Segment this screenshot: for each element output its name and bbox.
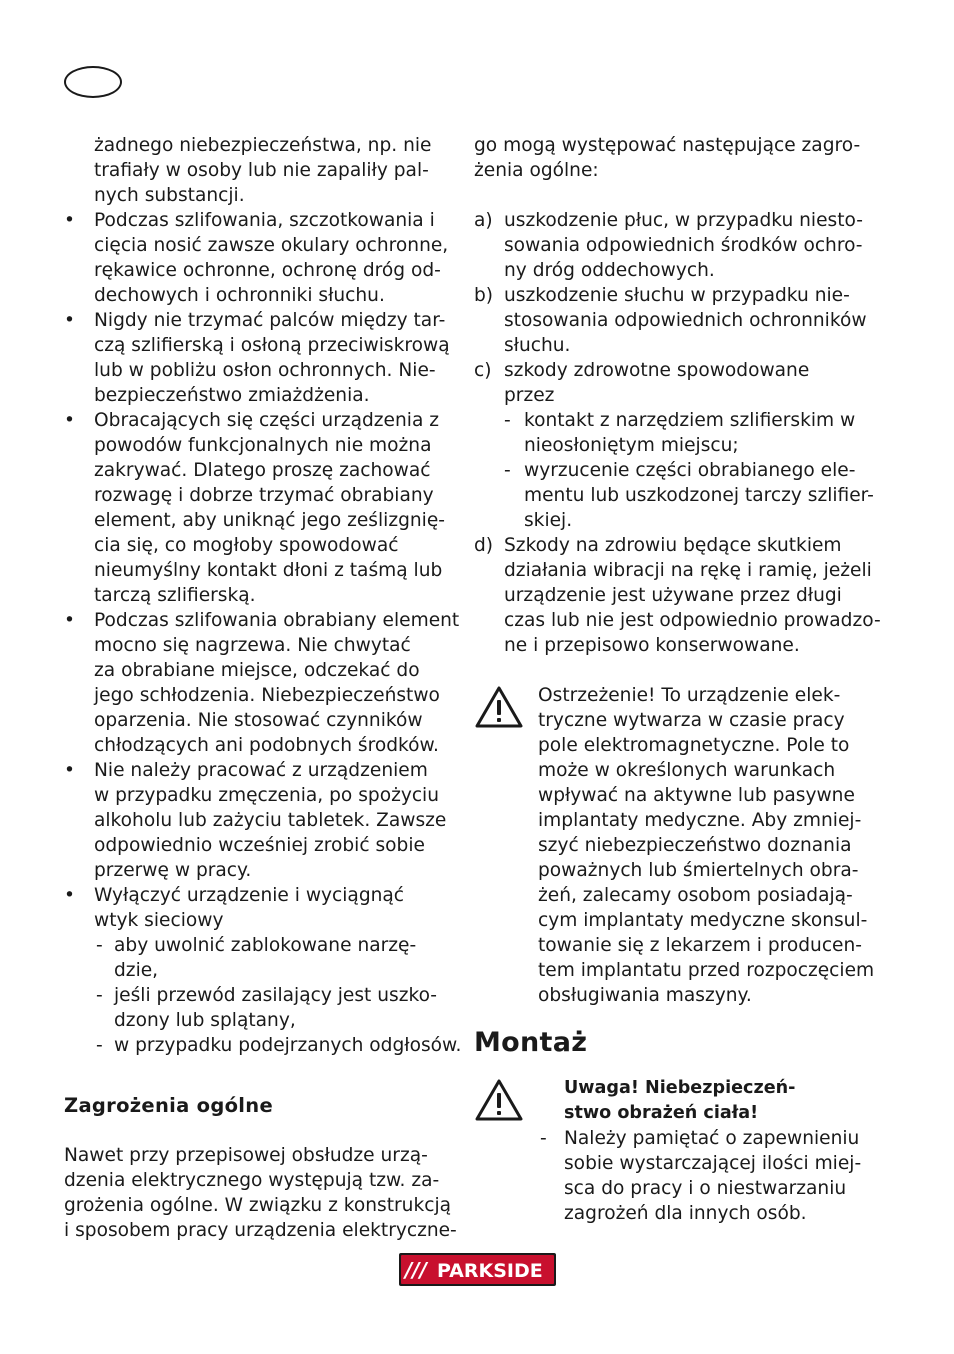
text-line: jego schłodzenia. Niebezpieczeństwo xyxy=(94,685,440,706)
bullet-marker: • xyxy=(64,310,75,331)
text-line: uszkodzenie płuc, w przypadku niesto- xyxy=(504,210,863,231)
spacer xyxy=(474,183,864,208)
text-line: Nie należy pracować z urządzeniem xyxy=(94,760,428,781)
dash-marker: - xyxy=(96,1035,103,1056)
text-line: obsługiwania maszyny. xyxy=(538,985,752,1006)
spacer xyxy=(64,1118,454,1143)
logo-text: PARKSIDE xyxy=(437,1260,543,1282)
continued-text xyxy=(64,133,454,208)
text-line: wtyk sieciowy xyxy=(94,910,224,931)
sub-item xyxy=(64,983,454,1033)
item-marker: a) xyxy=(474,210,493,231)
text-line: poważnych lub śmiertelnych obra- xyxy=(538,860,859,881)
text-line: Podczas szlifowania obrabiany element xyxy=(94,610,460,631)
text-line: ny dróg oddechowych. xyxy=(504,260,715,281)
section-heading-assembly: Montaż xyxy=(474,1027,588,1058)
dash-marker: - xyxy=(96,935,103,956)
text-line: towanie się z lekarzem i producen- xyxy=(538,935,862,956)
text-line: Ostrzeżenie! To urządzenie elek- xyxy=(538,685,841,706)
bullet-item xyxy=(64,208,454,308)
emf-warning xyxy=(474,683,875,1008)
text-line: jeśli przewód zasilający jest uszko- xyxy=(114,985,438,1006)
text-line: mocno się nagrzewa. Nie chwytać xyxy=(94,635,411,656)
text-line: czas lub nie jest odpowiednio prowadzo- xyxy=(504,610,881,631)
text-line: szkody zdrowotne spowodowane xyxy=(504,360,810,381)
text-line: nieosłoniętym miejscu; xyxy=(524,435,739,456)
caution-title: stwo obrażeń ciała! xyxy=(564,1103,759,1123)
item-marker: d) xyxy=(474,535,494,556)
text-line: mentu lub uszkodzonej tarczy szlifier- xyxy=(524,485,874,506)
language-badge xyxy=(64,66,122,98)
bullet-item xyxy=(64,608,460,758)
text-line: cym implantaty medyczne skonsul- xyxy=(538,910,868,931)
dash-marker: - xyxy=(504,460,511,481)
text-line: może w określonych warunkach xyxy=(538,760,836,781)
text-line: uszkodzenie słuchu w przypadku nie- xyxy=(504,285,850,306)
logo-slashes: /// xyxy=(405,1258,427,1282)
text-line: czą szlifierską i osłoną przeciwiskrową xyxy=(94,335,450,356)
text-line: przerwę w pracy. xyxy=(94,860,252,881)
continued-text xyxy=(474,133,864,183)
item-marker: c) xyxy=(474,360,492,381)
text-line: dzenia elektrycznego występują tzw. za- xyxy=(64,1170,440,1191)
text-line: tarczą szlifierską. xyxy=(94,585,256,606)
text-line: kontakt z narzędziem szlifierskim w xyxy=(524,410,856,431)
bullet-item xyxy=(64,308,454,408)
text-line: grożenia ogólne. W związku z konstrukcją xyxy=(64,1195,451,1216)
warning-triangle-icon xyxy=(474,685,524,729)
bullet-item xyxy=(64,883,454,933)
text-line: odpowiednio wcześniej zrobić sobie xyxy=(94,835,425,856)
text-line: pole elektromagnetyczne. Pole to xyxy=(538,735,850,756)
text-line: Podczas szlifowania, szczotkowania i xyxy=(94,210,435,231)
bullet-item xyxy=(64,408,454,608)
caution-block xyxy=(474,1076,864,1226)
text-line: lub w pobliżu osłon ochronnych. Nie- xyxy=(94,360,436,381)
sub-item xyxy=(64,1033,462,1058)
text-line: chłodzących ani podobnych środków. xyxy=(94,735,439,756)
sub-item xyxy=(474,408,864,458)
text-line: Należy pamiętać o zapewnieniu xyxy=(564,1128,860,1149)
hazard-item-d xyxy=(474,533,881,658)
bullet-marker: • xyxy=(64,760,75,781)
text-line: w przypadku zmęczenia, po spożyciu xyxy=(94,785,440,806)
text-line: i sposobem pracy urządzenia elektryczne- xyxy=(64,1220,457,1241)
bullet-marker: • xyxy=(64,410,75,431)
parkside-logo-graphic xyxy=(399,1253,556,1286)
item-marker: b) xyxy=(474,285,494,306)
text-line: żeń, zalecamy osobom posiadają- xyxy=(538,885,853,906)
sub-item xyxy=(64,933,454,983)
parkside-logo xyxy=(399,1253,556,1286)
hazard-item-c xyxy=(474,358,864,408)
text-line: sowania odpowiednich środków ochro- xyxy=(504,235,863,256)
section-heading-general-hazards: Zagrożenia ogólne xyxy=(64,1094,274,1117)
text-line: cięcia nosić zawsze okulary ochronne, xyxy=(94,235,449,256)
text-line: element, aby uniknąć jego ześlizgnię- xyxy=(94,510,445,531)
text-line: sca do pracy i o niestwarzaniu xyxy=(564,1178,847,1199)
text-line: bezpieczeństwo zmiażdżenia. xyxy=(94,385,370,406)
text-line: za obrabiane miejsce, odczekać do xyxy=(94,660,420,681)
text-line: nych substancji. xyxy=(94,185,245,206)
bullet-marker: • xyxy=(64,885,75,906)
text-line: rękawice ochronne, ochronę dróg od- xyxy=(94,260,441,281)
text-line: tem implantatu przed rozpoczęciem xyxy=(538,960,875,981)
text-line: dzony lub splątany, xyxy=(114,1010,296,1031)
general-hazards-paragraph xyxy=(64,1143,457,1243)
text-line: dzie, xyxy=(114,960,159,981)
text-line: Nawet przy przepisowej obsłudze urzą- xyxy=(64,1145,428,1166)
text-line: w przypadku podejrzanych odgłosów. xyxy=(114,1035,462,1056)
text-line: wyrzucenie części obrabianego ele- xyxy=(524,460,856,481)
text-line: Obracających się części urządzenia z xyxy=(94,410,440,431)
text-line: zagrożeń dla innych osób. xyxy=(564,1203,807,1224)
bullet-item xyxy=(64,758,454,883)
dash-marker: - xyxy=(540,1128,547,1149)
text-line: implantaty medyczne. Aby zmniej- xyxy=(538,810,862,831)
sub-item xyxy=(474,458,874,533)
hazard-item-b xyxy=(474,283,867,358)
text-line: urządzenie jest używane przez długi xyxy=(504,585,842,606)
caution-item xyxy=(538,1126,864,1226)
text-line: Wyłączyć urządzenie i wyciągnąć xyxy=(94,885,405,906)
text-line: skiej. xyxy=(524,510,573,531)
text-line: rozwagę i dobrze trzymać obrabiany xyxy=(94,485,434,506)
text-line: słuchu. xyxy=(504,335,571,356)
text-line: dechowych i ochronniki słuchu. xyxy=(94,285,385,306)
text-line: Nigdy nie trzymać palców między tar- xyxy=(94,310,446,331)
dash-marker: - xyxy=(96,985,103,1006)
text-line: wpływać na aktywne lub pasywne xyxy=(538,785,855,806)
text-line: stosowania odpowiednich ochronników xyxy=(504,310,867,331)
right-column xyxy=(474,133,881,1226)
text-line: tryczne wytwarza w czasie pracy xyxy=(538,710,845,731)
text-line: żenia ogólne: xyxy=(474,160,599,181)
bullet-marker: • xyxy=(64,210,75,231)
text-line: sobie wystarczającej ilości miej- xyxy=(564,1153,862,1174)
text-line: trafiały w osoby lub nie zapaliły pal- xyxy=(94,160,429,181)
text-line: Szkody na zdrowiu będące skutkiem xyxy=(504,535,842,556)
spacer xyxy=(64,1058,454,1083)
text-line: przez xyxy=(504,385,555,406)
dash-marker: - xyxy=(504,410,511,431)
caution-title: Uwaga! Niebezpieczeń- xyxy=(564,1078,796,1098)
text-line: alkoholu lub zażyciu tabletek. Zawsze xyxy=(94,810,447,831)
text-line: szyć niebezpieczeństwo doznania xyxy=(538,835,852,856)
hazard-item-a xyxy=(474,208,864,283)
text-line: żadnego niebezpieczeństwa, np. nie xyxy=(94,135,432,156)
bullet-marker: • xyxy=(64,610,75,631)
spacer xyxy=(474,658,864,683)
text-line: aby uwolnić zablokowane narzę- xyxy=(114,935,417,956)
text-line: cia się, co mogłoby spowodować xyxy=(94,535,399,556)
text-line: nieumyślny kontakt dłoni z taśmą lub xyxy=(94,560,443,581)
left-column xyxy=(64,133,462,1243)
text-line: go mogą występować następujące zagro- xyxy=(474,135,861,156)
text-line: działania wibracji na rękę i ramię, jeżeli xyxy=(504,560,872,581)
text-line: zakrywać. Dlatego proszę zachować xyxy=(94,460,431,481)
warning-triangle-icon xyxy=(474,1078,524,1122)
text-line: powodów funkcjonalnych nie można xyxy=(94,435,432,456)
text-line: oparzenia. Nie stosować czynników xyxy=(94,710,423,731)
text-line: ne i przepisowo konserwowane. xyxy=(504,635,800,656)
